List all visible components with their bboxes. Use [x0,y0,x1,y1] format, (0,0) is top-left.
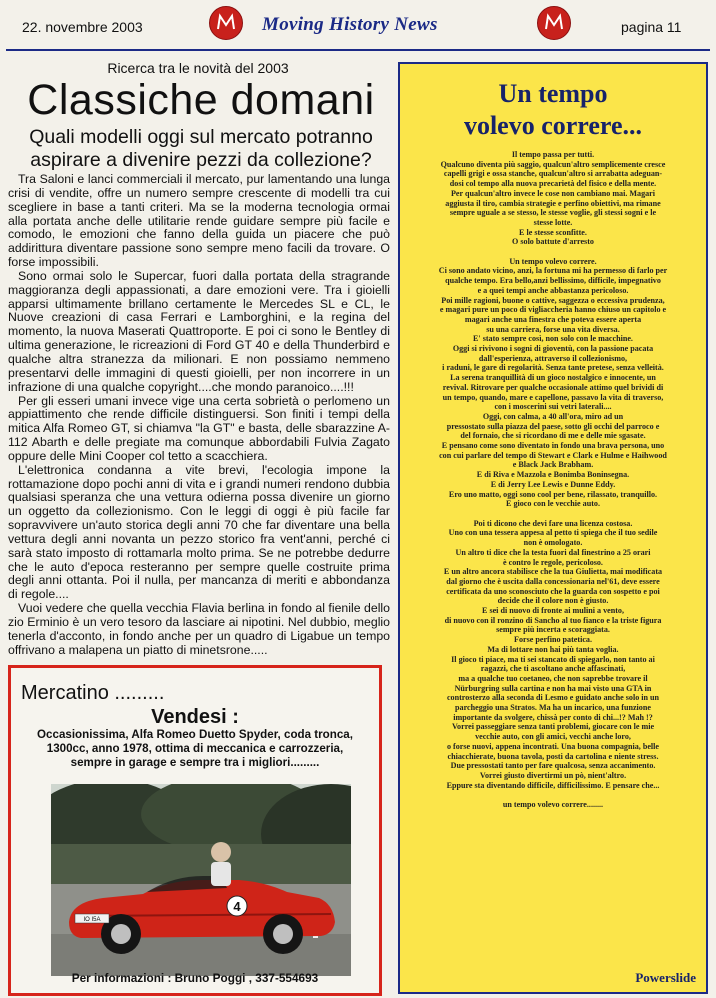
poem-line: magari anche una finestra che poteva essere aperta [464,314,642,324]
poem-body [406,150,700,810]
poem-line: E pensano come sono diventato in fondo una brava persona, uno [441,441,665,451]
poem-line: un tempo volevo correre........ [502,800,604,810]
article-paragraph: Tra Saloni e lanci commerciali il mercato, pur lamentando una lunga crisi di vendite, offre un numero sempre crescente di modelli tra cui scegliere in base a tanti criteri. Ma se la moderna tecnologia ormai alla portata anche delle utilitarie rende guidare sempre più facile e comodo, le emozioni che fanno della guida un piacere che può addirittura diventare passione sono sempre meno facili da trovare. O forse impossibili. [8,172,390,270]
mercatino-box [8,665,382,996]
poem-line: Oggi, con calma, a 40 all'ora, miro ad un [482,411,624,421]
car-photo [51,784,351,976]
poem-stanza-gap [406,790,700,800]
vendesi-heading: Vendesi : [151,706,239,728]
poem-line: Poi ti dicono che devi fare una licenza costosa. [473,518,633,528]
poem-line: Oggi si rivivono i sogni di gioventù, con la passione pacata [452,344,654,354]
poem-line: i raduni, le gare di regolarità. Senza tante pretese, senza velleità. [442,363,664,373]
poem-line: con i moscerini sui vetri laterali.... [494,402,612,412]
poem-line: Un altro ti dice che la testa fuori dal finestrino a 25 orari [455,547,651,557]
poem-line: E di Riva e Mazzola e Bonimba Boninsegna. [476,470,630,480]
poem-line: capelli grigi e ossa stanche, qualcun'altro si arrabatta adeguan- [443,169,663,179]
poem-line: Qualcuno diventa più saggio, qualcun'altro semplicemente cresce [440,159,666,169]
poem-line: e a quei tempi anche abbastanza pericoloso. [477,285,629,295]
poem-line: Vorrei giusto divertirmi un pò, nient'altro. [479,770,627,780]
poem-line: Poi mille ragioni, buone o cattive, saggezza o eccessiva prudenza, [441,295,665,305]
poem-line: di nuovo con il ronzino di Sancho al tuo fianco e la triste figura [444,615,662,625]
article-paragraph: Sono ormai solo le Supercar, fuori dalla portata della stragrande maggioranza degli appassionati, a dare emozioni vere. Tra i gioielli apparsi ultimamente brillano certamente le Mercedes SL e CL, le Nuove creazioni di casa Ferrari e Lamborghini, e la regina del momento, la nuova Maserati Quattroporte. E poi ci sono le Bentley di ultima generazione, le ricreazioni di Ford GT 40 e della Thunderbird e qualche altra stranezza da milionari. E non possiamo nemmeno presentarvi delle immagini di questi gioielli, per non incorrere in un infrazione di una qualche copyright....che mondo paranoico....!!! [8,268,390,394]
poem-line: E le stesse sconfitte. [519,227,587,237]
article-body [8,173,390,658]
mhn-logo-left [209,6,243,40]
issue-date: 22. novembre 2003 [22,19,143,35]
poem-line: controsterzo alla seconda di Lesmo e guidato anche solo in un [446,693,660,703]
poem-line: Ma di lottare non hai più tanta voglia. [487,644,619,654]
poem-line: o forse nuovi, appena incontrati. Una buona compagnia, belle [446,741,660,751]
poem-line: Ero uno matto, oggi sono cool per bene, rilassato, tranquillo. [448,489,658,499]
article-paragraph: L'elettronica condanna a vite brevi, l'ecologia impone la rottamazione dopo pochi anni di vita e i grandi numeri rendono dubbia qualsiasi speranza che una vettura odierna possa divenire un giorno un oggetto da collezionismo. Con le leggi di oggi è più facile far sopravvivere un'auto storica degli anni 70 che far diventare una bella vettura degli anni novanta un pezzo storico fra vent'anni, perché ci sarà stato imposto di rottamarla molto prima. Se ne potrebbe dedurre che le auto d'epoca resteranno per sempre quelle costruite prima degli anni ottanta. Poi il nulla, per mancanza di meriti e abbondanza di regole.... [8,462,390,602]
poem-line: pressostato sulla piazza del paese, sotto gli occhi del parroco e [446,421,660,431]
poem-signature: Powerslide [635,970,696,985]
poem-box [398,62,708,994]
ad-description: Occasionissima, Alfa Romeo Duetto Spyder, coda tronca, 1300cc, anno 1978, ottima di meccanica e carrozzeria, sempre in garage e sempre tra i migliori......... [37,728,353,769]
poem-line: su una carriera, forse una vita diversa. [486,324,620,334]
poem-title-line: Un tempo [498,79,608,108]
poem-line: importante da svolgere, chissà per conto di chi...!? Mah !? [453,712,653,722]
poem-line: dosi col tempo alla nuova precarietà del fisico e della mente. [449,179,657,189]
poem-title-line: volevo correre... [463,111,643,140]
race-number: 4 [233,899,241,914]
poem-line: Uno con una tessera appesa al petto ti spiega che il tuo sedile [448,528,658,538]
poem-line: aggiusta il tiro, cambia strategie e perfino obiettivi, ma rimane [445,198,661,208]
poem-line: ragazzi, che ti ascoltano anche affascinati, [480,664,626,674]
poem-line: Per qualcun'altro invece le cose non cambiano mai. Magari [450,188,656,198]
poem-line: decide che il colore non è giusto. [497,596,609,606]
poem-line: sempre uguale a se stesso, le stesse voglie, gli stessi sogni e le [449,208,657,218]
mercatino-title: Mercatino ......... [21,682,165,704]
mhn-logo-icon [210,7,242,39]
poem-line: E sei di nuovo di fronte ai mulini a vento, [482,606,624,616]
poem-line: del fornaio, che si ricordano di me e delle mie sgasate. [460,431,646,441]
poem-line: Un tempo volevo correre. [509,256,597,266]
header-divider [6,49,710,51]
poem-line: sempre più incerta e scoraggiata. [496,625,610,635]
article-subhead: Quali modelli oggi sul mercato potranno aspirare a divenire pezzi da collezione? [29,126,373,171]
poem-line: dall'esperienza, attraverso il collezionismo, [478,353,628,363]
mhn-logo-right [537,6,571,40]
poem-line: Il tempo passa per tutti. [511,150,595,159]
article-headline: Classiche domani [27,76,375,124]
poem-line: E' stato sempre così, non solo con le macchine. [473,334,633,344]
poem-line: ma a qualche tuo coetaneo, che non saprebbe trovare il [458,673,648,683]
poem-line: Forse perfino patetica. [514,635,592,645]
poem-line: Due pressostati tanto per fare qualcosa, senza accanimento. [450,761,656,771]
poem-line: vecchie auto, con gli amici, vecchi anche loro, [475,732,631,742]
poem-line: chiacchierate, buona tavola, posti da cartolina e niente stress. [447,751,659,761]
ad-contact: Per informazioni : Bruno Poggi , 337-554693 [71,971,319,985]
page-header [0,0,716,58]
poem-line: certificata da uno sconosciuto che la guarda con sospetto e poi [446,586,660,596]
poem-stanza-gap [406,509,700,519]
article-kicker: Ricerca tra le novità del 2003 [107,60,289,76]
poem-line: E di Jerry Lee Lewis e Dunne Eddy. [490,479,616,489]
poem-line: O solo battute d'arresto [512,237,594,247]
masthead-title: Moving History News [262,14,438,35]
poem-line: Ci sono andato vicino, anzi, la fortuna mi ha permesso di farlo per [438,266,668,276]
poem-line: La serena tranquillità di un gioco nostalgico e innocente, un [450,373,656,383]
poem-line: con cui parlare del tempo di Stewart e Clark e Hulme e Haihwood [439,450,667,460]
article-paragraph: Vuoi vedere che quella vecchia Flavia berlina in fondo al fienile dello zio Erminio è un vero tesoro da lasciare ai nipotini. Nel dubbio, meglio tenerla d'acconto, in fondo anche per un quadro di Ligabue un tempo offrivano a malapena un piatto di minetsrone..... [8,601,390,657]
poem-line: Eppure sta diventando difficile, difficilissimo. E pensare che... [446,780,660,790]
poem-line: è contro le regole, pericoloso. [503,557,603,567]
poem-line: qualche tempo. Era bello,anzi bellissimo, difficile, impegnativo [445,276,661,286]
article-paragraph: Per gli esseri umani invece vige una certa sobrietà o perlomeno un appiattimento che rende difficile distinguersi. Son finiti i tempi della mitica Alfa Romeo GT, si chiamva "la GT" e basta, delle sbarazzine A-112 Abarth e delle pregiate ma comunque abbordabili Fulvia Zagato oppure delle Mini Cooper col tetto a scacchiera. [8,393,390,463]
poem-line: revival. Ritrovare per qualche occasionale attimo quel brividi di [442,382,664,392]
poem-line: dal giorno che è uscita dalla concessionaria nel'61, deve essere [446,576,660,586]
poem-line: stesse lotte. [533,217,573,227]
license-plate: IO I5A [83,917,101,923]
poem-stanza-gap [406,247,700,257]
page-number: pagina 11 [621,19,682,35]
poem-line: Vorrei passeggiare senza tanti problemi, giocare con le mie [451,722,655,732]
poem-line: non è omologato. [523,538,583,548]
poem-line: e magari pure un poco di vigliaccheria hanno chiuso un capitolo e [439,305,667,315]
poem-line: Nürburgring sulla cartina e non ha mai visto una GTA in [454,683,652,693]
poem-line: E gioco con le vecchie auto. [506,499,600,509]
poem-line: Il gioco ti piace, ma ti sei stancato di spiegarlo, non tanto ai [451,654,655,664]
poem-title [400,78,706,142]
poem-line: un tempo, quando, mare e capellone, passavo la vita di traverso, [442,392,664,402]
poem-line: e Black Jack Brabham. [512,460,594,470]
poem-line: parcheggio una Stratos. Ma ha un incarico, una funzione [455,703,651,713]
mhn-logo-icon [538,7,570,39]
poem-line: E un altro ancora stabilisce che la tua Giulietta, mai modificata [443,567,663,577]
